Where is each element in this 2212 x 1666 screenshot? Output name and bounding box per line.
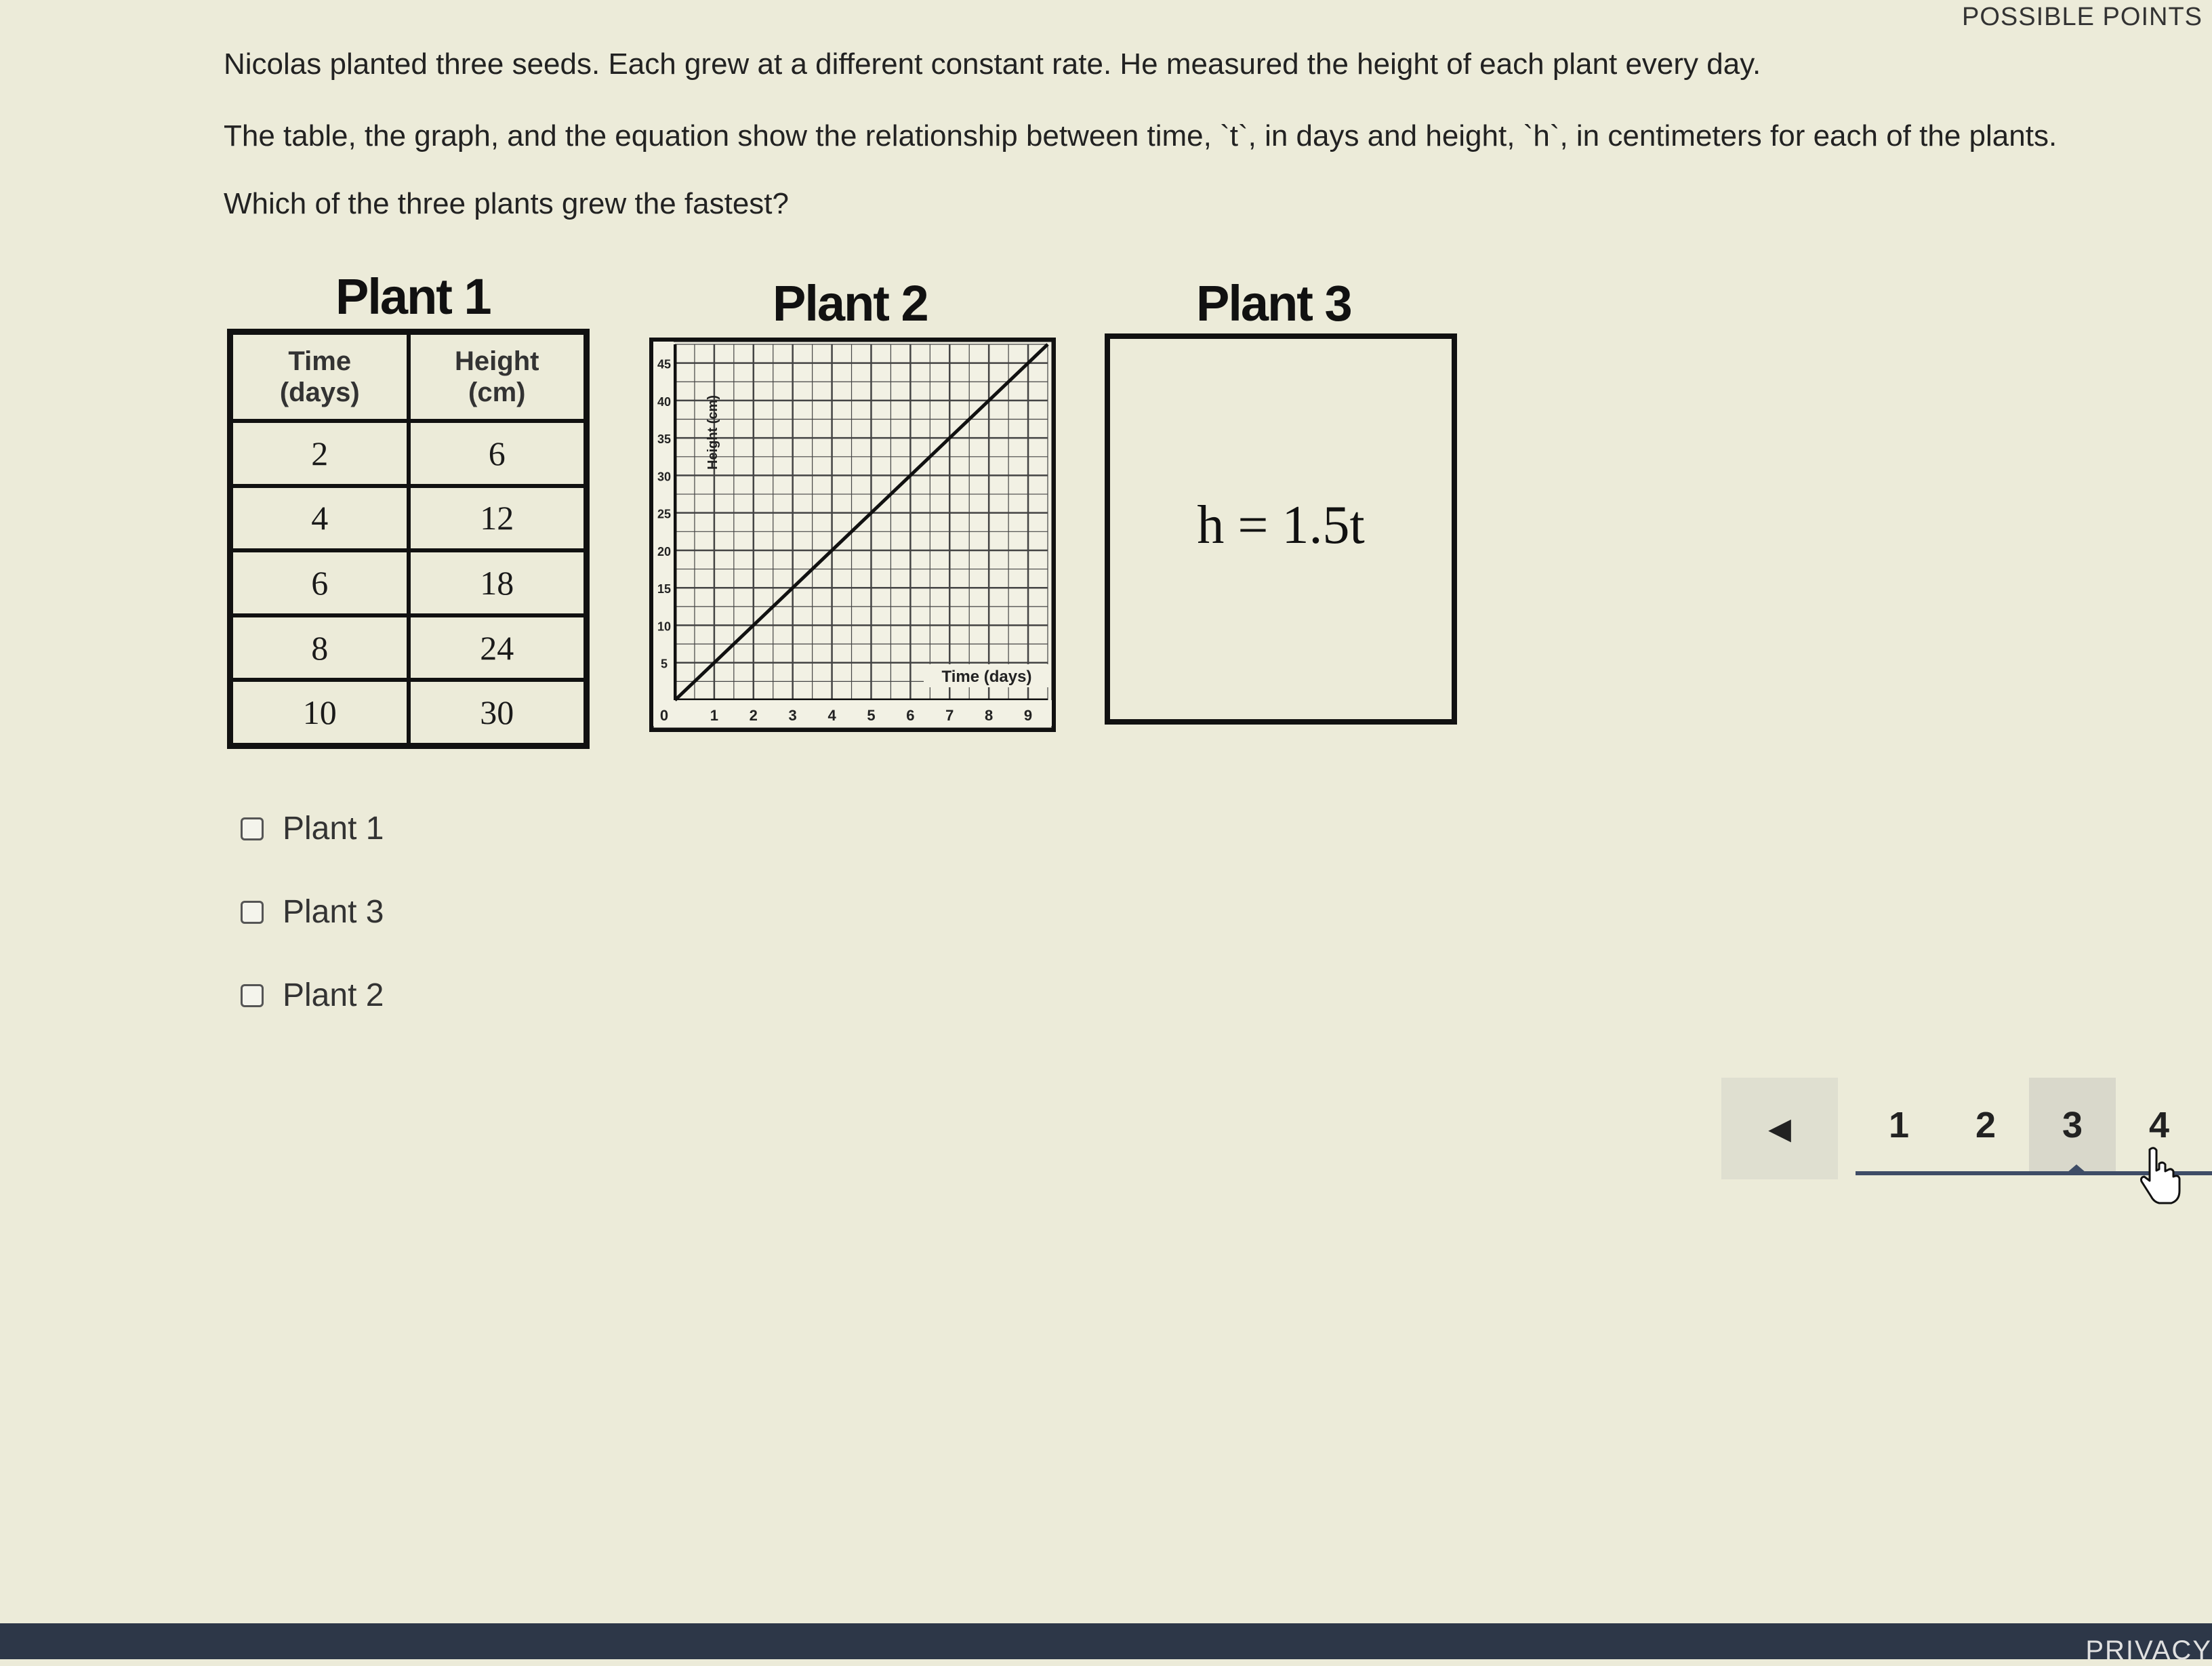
- option-plant-1[interactable]: [241, 810, 384, 847]
- checkbox[interactable]: [241, 984, 264, 1007]
- question-text-line1: Nicolas planted three seeds. Each grew at a different constant rate. He measured the height of each plant every day.: [224, 47, 1761, 81]
- y-tick-label: 5: [660, 657, 668, 671]
- table-cell-time: 10: [231, 680, 409, 745]
- option-plant-3[interactable]: [241, 893, 384, 931]
- footer-bar: [0, 1623, 2212, 1665]
- checkbox[interactable]: [241, 817, 264, 840]
- x-tick-label: 5: [867, 707, 876, 724]
- option-label: Plant 1: [283, 811, 384, 847]
- option-label: Plant 3: [283, 894, 384, 930]
- table-cell-time: 8: [231, 615, 409, 680]
- y-tick-label: 40: [657, 394, 672, 409]
- y-tick-label: 10: [657, 619, 672, 634]
- x-tick-label: 4: [827, 707, 836, 724]
- x-tick-label: 7: [945, 707, 954, 724]
- y-tick-label: 35: [657, 432, 672, 447]
- checkbox[interactable]: [241, 901, 264, 924]
- privacy-link[interactable]: PRIVACY: [2085, 1635, 2212, 1665]
- table-cell-time: 6: [231, 550, 409, 615]
- x-axis-label: Time (days): [941, 668, 1032, 686]
- page-1-button[interactable]: 1: [1888, 1105, 1910, 1145]
- plant3-equation: h = 1.5t: [1197, 495, 1365, 555]
- hand-pointer-cursor-icon: [2135, 1145, 2182, 1206]
- x-tick-label: 9: [1023, 707, 1033, 724]
- table-cell-height: 12: [409, 486, 586, 551]
- plant1-table: [227, 329, 590, 749]
- table-cell-height: 18: [409, 550, 586, 615]
- page-2-button[interactable]: 2: [1975, 1105, 1996, 1145]
- plant1-title: Plant 1: [335, 268, 491, 325]
- page-4-button[interactable]: 4: [2148, 1105, 2170, 1145]
- y-tick-label: 15: [657, 582, 672, 596]
- y-tick-label: 20: [657, 544, 672, 558]
- possible-points-label: POSSIBLE POINTS: [1962, 3, 2203, 31]
- table-cell-height: 6: [409, 421, 586, 486]
- table-header-time: Time (days): [231, 333, 409, 421]
- option-plant-2[interactable]: [241, 977, 384, 1014]
- x-tick-label: 2: [749, 707, 758, 724]
- y-tick-label: 45: [657, 357, 672, 371]
- plant3-equation-box: [1105, 333, 1457, 725]
- page-3-button-current[interactable]: 3: [2029, 1078, 2116, 1173]
- question-text-line2: The table, the graph, and the equation show the relationship between time, `t`, in days and height, `h`, in centimeters for each of the plants.: [224, 119, 2057, 153]
- x-tick-label: 1: [710, 707, 719, 724]
- triangle-left-icon: ◀: [1768, 1112, 1791, 1145]
- plant2-title: Plant 2: [773, 275, 928, 331]
- table-cell-time: 2: [231, 421, 409, 486]
- y-axis-label: Height (cm): [705, 395, 720, 470]
- x-tick-label: 0: [659, 707, 669, 724]
- y-tick-label: 30: [657, 470, 672, 484]
- x-tick-label: 6: [906, 707, 915, 724]
- option-label: Plant 2: [283, 977, 384, 1013]
- question-prompt: Which of the three plants grew the fastest?: [224, 187, 790, 220]
- previous-page-button[interactable]: [1721, 1078, 1838, 1179]
- table-header-height: Height (cm): [409, 333, 586, 421]
- y-tick-label: 25: [657, 507, 672, 521]
- x-tick-label: 3: [788, 707, 797, 724]
- plant3-title: Plant 3: [1196, 275, 1351, 331]
- x-tick-label: 8: [985, 707, 994, 724]
- table-cell-height: 24: [409, 615, 586, 680]
- table-cell-time: 4: [231, 486, 409, 551]
- table-cell-height: 30: [409, 680, 586, 745]
- current-page-caret-icon: [2067, 1164, 2086, 1173]
- plant2-graph: [649, 338, 1056, 732]
